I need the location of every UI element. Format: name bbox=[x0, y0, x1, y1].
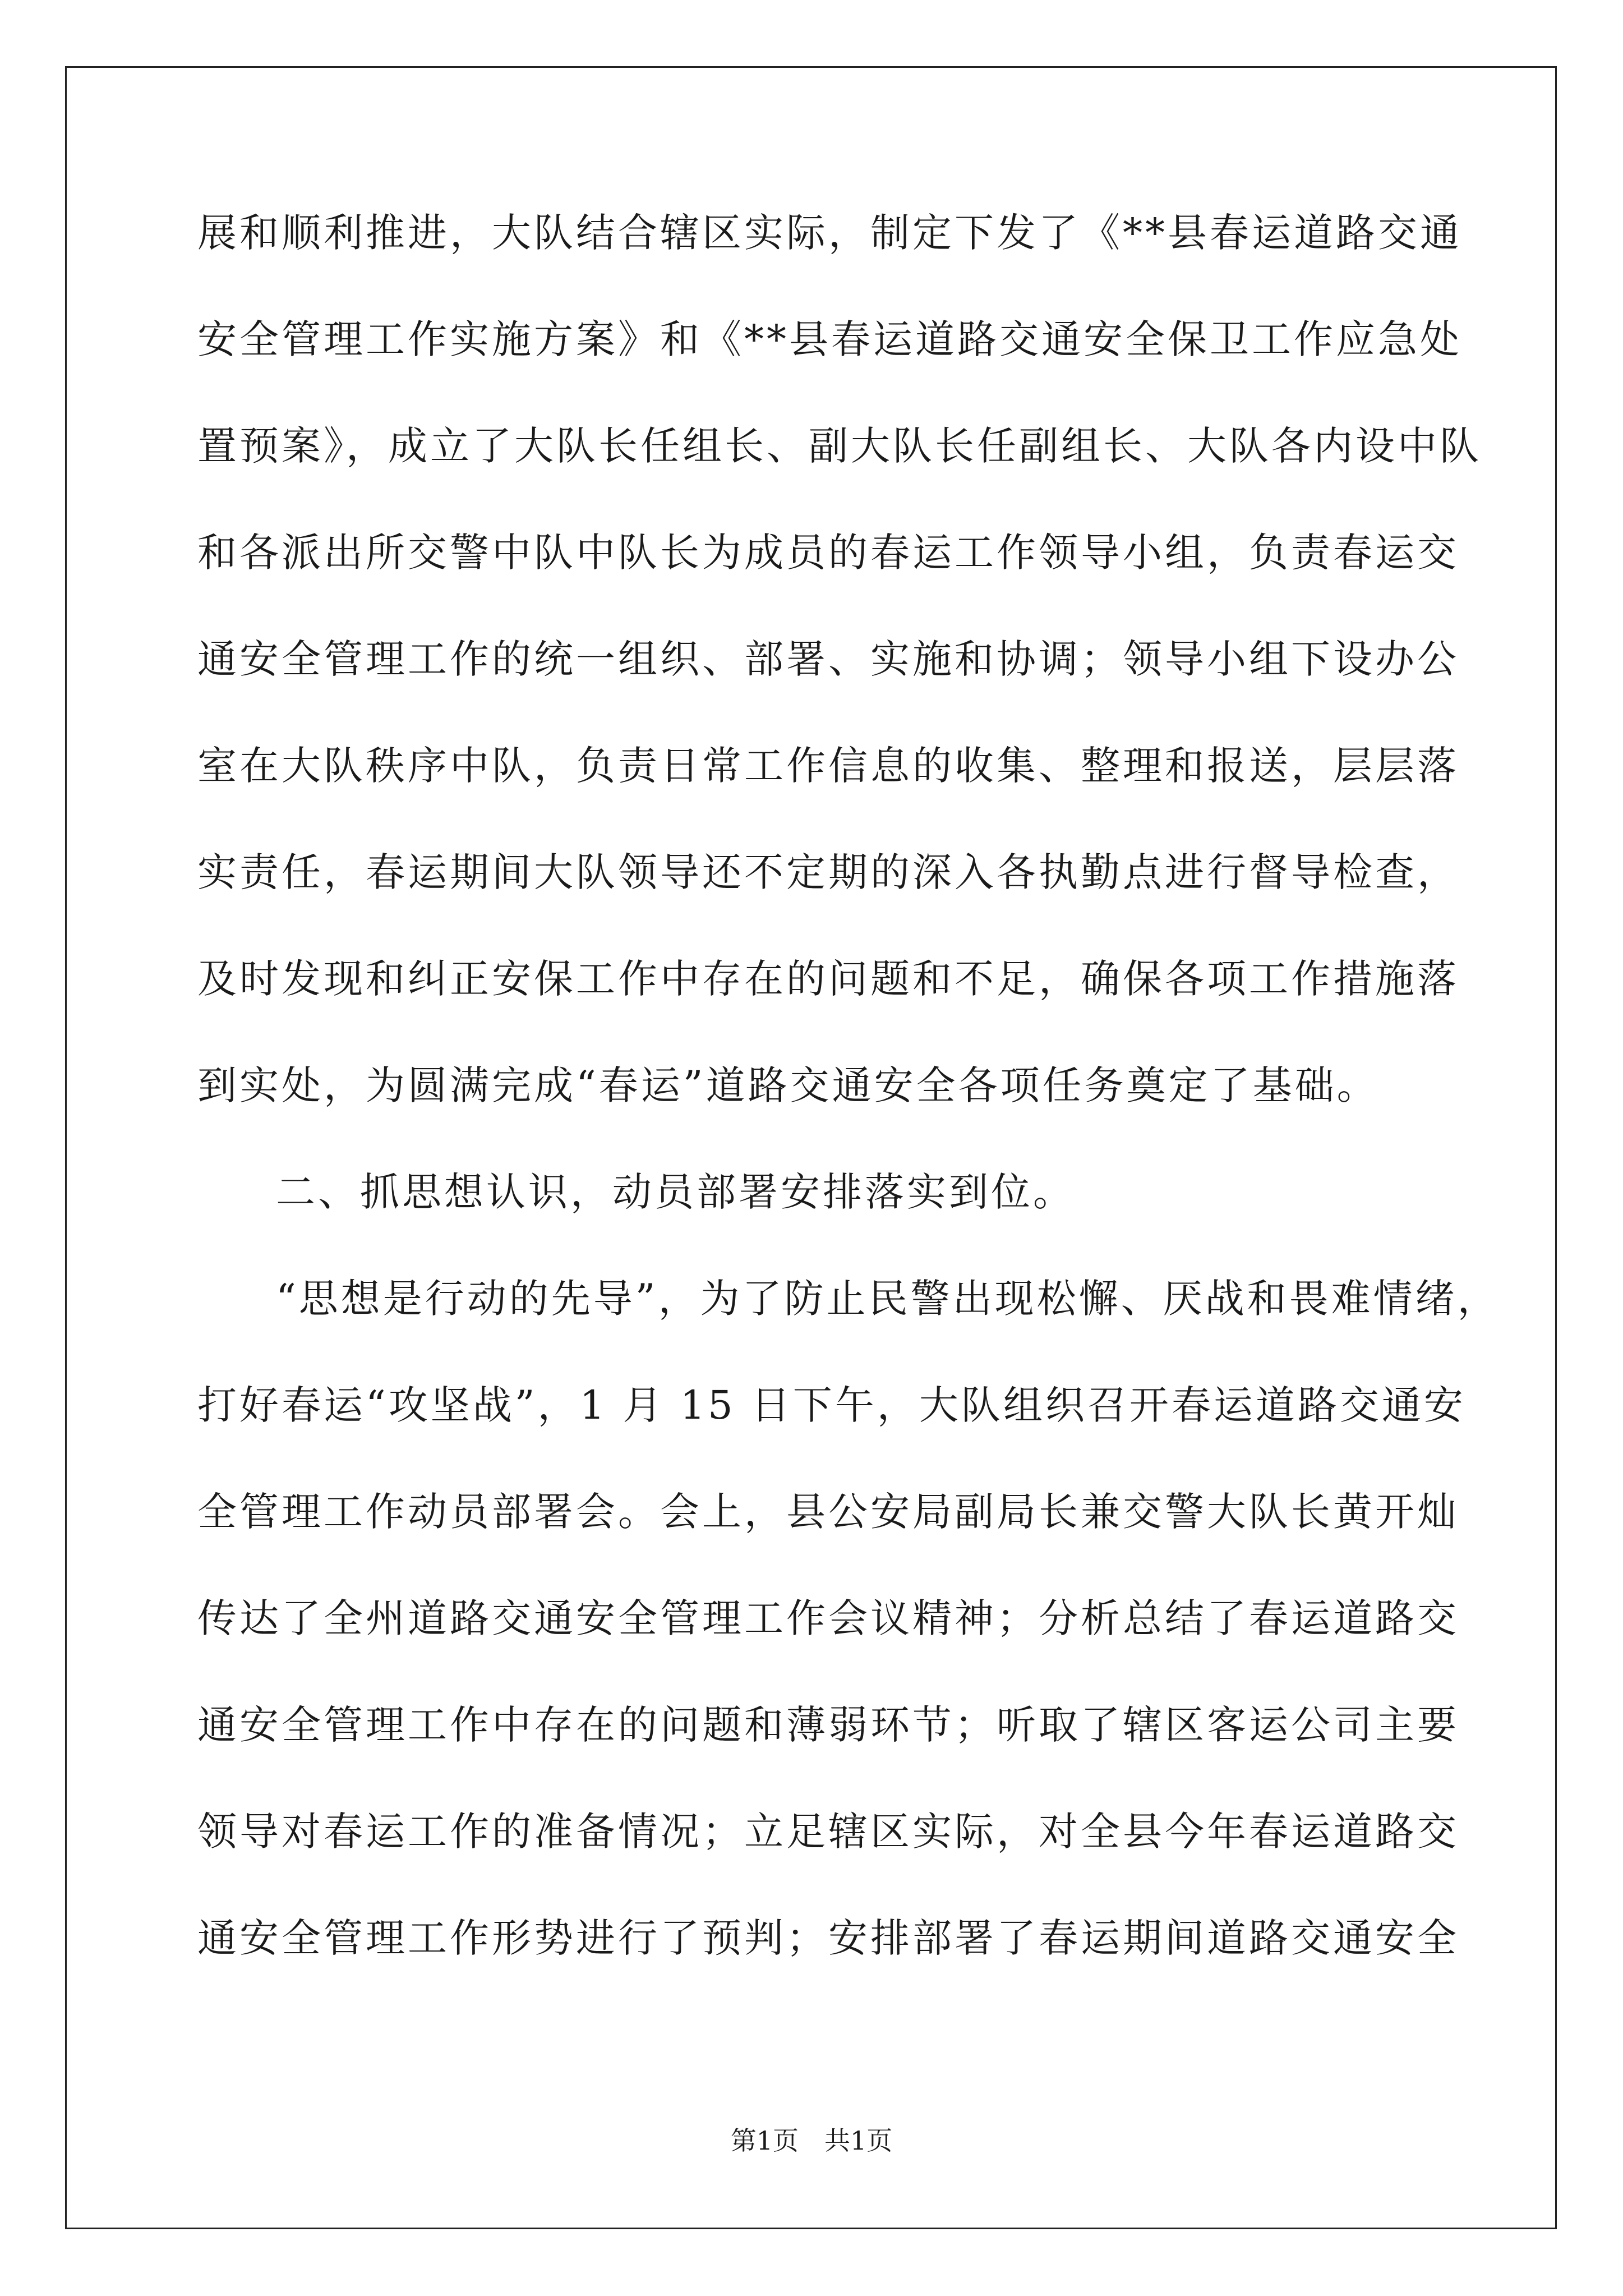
document-body bbox=[197, 205, 1500, 2017]
text-line: 通安全管理工作的统一组织、部署、实施和协调；领导小组下设办公 bbox=[197, 636, 1459, 682]
text-line: 及时发现和纠正安保工作中存在的问题和不足，确保各项工作措施落 bbox=[197, 956, 1459, 1002]
text-line: 和各派出所交警中队中队长为成员的春运工作领导小组，负责春运交 bbox=[197, 530, 1459, 576]
text-line: 到实处，为圆满完成“春运”道路交通安全各项任务奠定了基础。 bbox=[197, 1062, 1379, 1108]
page-footer: 第1页 共1页 bbox=[730, 2125, 893, 2156]
section-heading: 二、抓思想认识，动员部署安排落实到位。 bbox=[276, 1169, 1075, 1215]
text-line: 全管理工作动员部署会。会上，县公安局副局长兼交警大队长黄开灿 bbox=[197, 1489, 1459, 1535]
text-line: 置预案》，成立了大队长任组长、副大队长任副组长、大队各内设中队 bbox=[197, 423, 1482, 469]
text-line: 实责任，春运期间大队领导还不定期的深入各执勤点进行督导检查， bbox=[197, 849, 1459, 895]
text-line: 打好春运“攻坚战”，1 月 15 日下午，大队组织召开春运道路交通安 bbox=[197, 1382, 1466, 1428]
text-line: 通安全管理工作形势进行了预判；安排部署了春运期间道路交通安全 bbox=[197, 1915, 1459, 1961]
text-line: 室在大队秩序中队，负责日常工作信息的收集、整理和报送，层层落 bbox=[197, 743, 1459, 789]
text-line: 通安全管理工作中存在的问题和薄弱环节；听取了辖区客运公司主要 bbox=[197, 1702, 1459, 1748]
text-line: 领导对春运工作的准备情况；立足辖区实际，对全县今年春运道路交 bbox=[197, 1809, 1459, 1855]
text-line: “思想是行动的先导”，为了防止民警出现松懈、厌战和畏难情绪， bbox=[276, 1276, 1500, 1322]
text-line: 安全管理工作实施方案》和《**县春运道路交通安全保卫工作应急处 bbox=[197, 316, 1462, 362]
text-line: 传达了全州道路交通安全管理工作会议精神；分析总结了春运道路交 bbox=[197, 1595, 1459, 1641]
text-line: 展和顺利推进，大队结合辖区实际，制定下发了《**县春运道路交通 bbox=[197, 210, 1462, 256]
